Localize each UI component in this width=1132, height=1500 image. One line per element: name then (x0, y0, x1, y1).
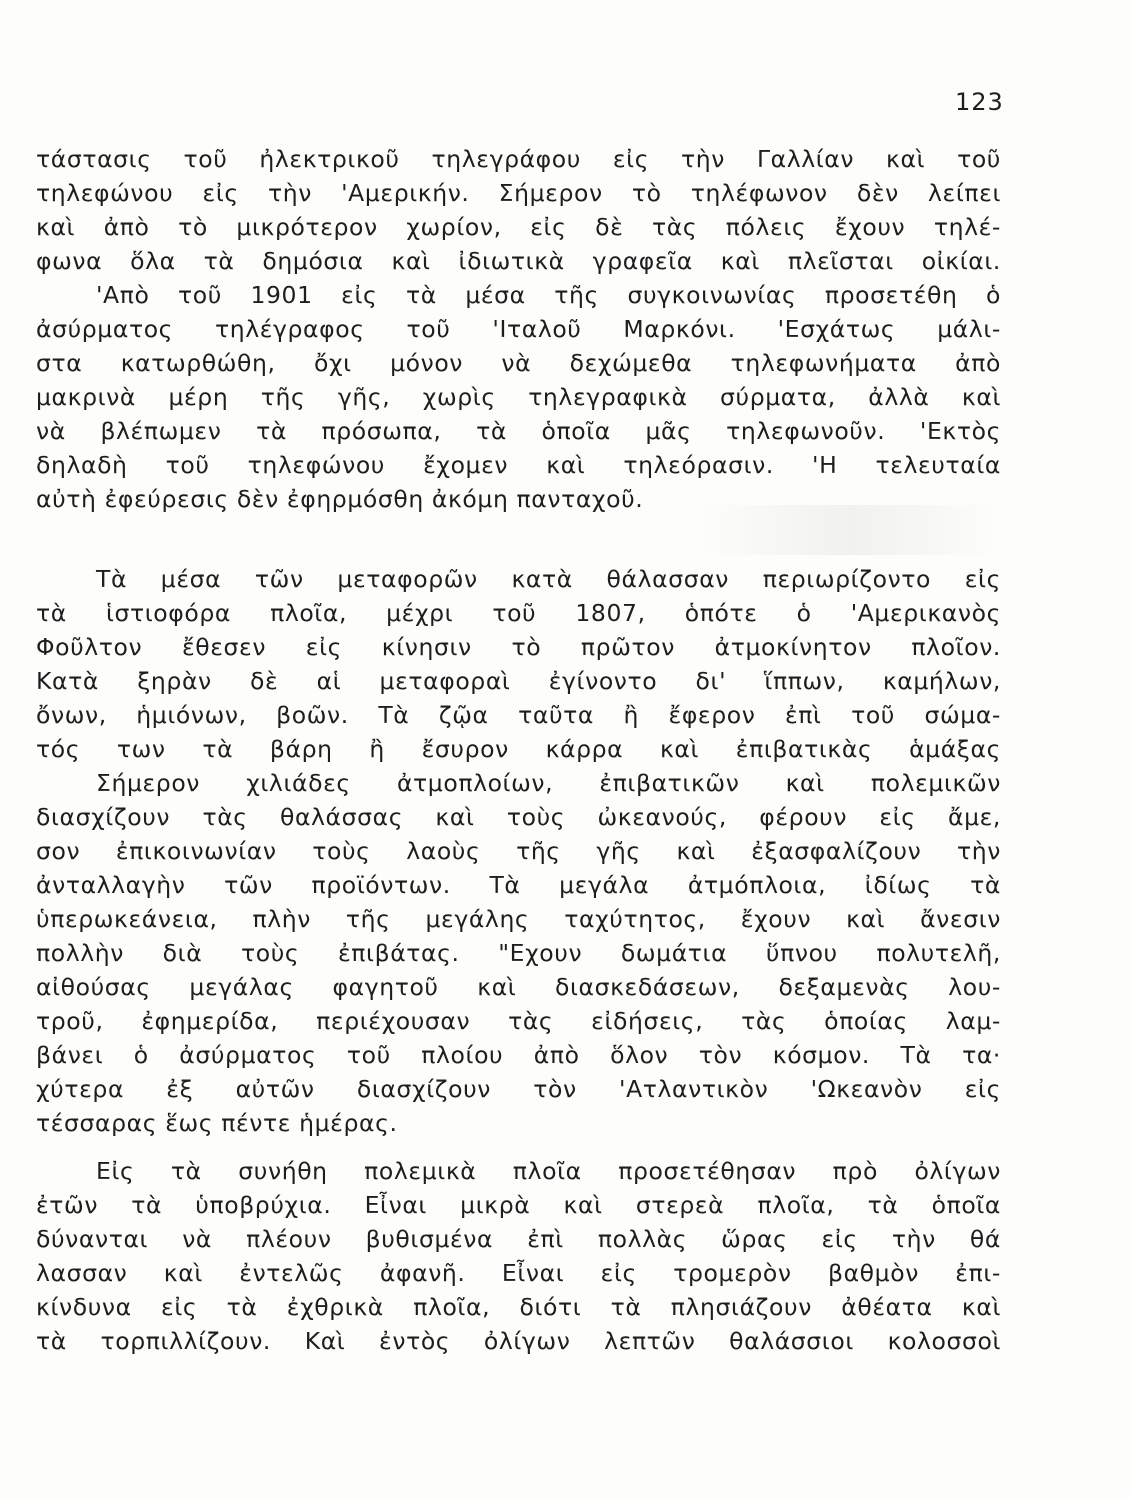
page-number: 123 (955, 88, 1004, 116)
text-line: τὰ τορπιλλίζουν. Καὶ ἐντὸς ὀλίγων λεπτῶν θαλάσσιοι κολοσσοὶ (36, 1327, 1001, 1355)
text-line: ἀσύρματος τηλέγραφος τοῦ 'Ιταλοῦ Μαρκόνι. 'Εσχάτως μάλι- (36, 315, 1001, 343)
text-line: στα κατωρθώθη, ὄχι μόνον νὰ δεχώμεθα τηλεφωνήματα ἀπὸ (36, 349, 1001, 377)
text-line: τηλεφώνου εἰς τὴν 'Αμερικήν. Σήμερον τὸ τηλέφωνον δὲν λείπει (36, 179, 1001, 207)
text-line: ὄνων, ἡμιόνων, βοῶν. Τὰ ζῷα ταῦτα ἢ ἔφερον ἐπὶ τοῦ σώμα- (36, 701, 1001, 729)
text-line: τάστασις τοῦ ἠλεκτρικοῦ τηλεγράφου εἰς τὴν Γαλλίαν καὶ τοῦ (36, 145, 1001, 173)
text-line: νὰ βλέπωμεν τὰ πρόσωπα, τὰ ὁποῖα μᾶς τηλεφωνοῦν. 'Εκτὸς (36, 417, 1001, 445)
text-line: Φοῦλτον ἔθεσεν εἰς κίνησιν τὸ πρῶτον ἀτμοκίνητον πλοῖον. (36, 633, 1001, 661)
text-line: τός των τὰ βάρη ἢ ἔσυρον κάρρα καὶ ἐπιβατικὰς ἁμάξας (36, 735, 1001, 763)
text-line: Κατὰ ξηρὰν δὲ αἱ μεταφοραὶ ἐγίνοντο δι' ἵππων, καμήλων, (36, 667, 1001, 695)
text-line: καὶ ἀπὸ τὸ μικρότερον χωρίον, εἰς δὲ τὰς πόλεις ἔχουν τηλέ- (36, 213, 1001, 241)
text-line: Εἰς τὰ συνήθη πολεμικὰ πλοῖα προσετέθησαν πρὸ ὀλίγων (96, 1157, 1001, 1185)
text-line: τὰ ἱστιοφόρα πλοῖα, μέχρι τοῦ 1807, ὁπότε ὁ 'Αμερικανὸς (36, 599, 1001, 627)
text-line: ἐτῶν τὰ ὑποβρύχια. Εἶναι μικρὰ καὶ στερεὰ πλοῖα, τὰ ὁποῖα (36, 1191, 1001, 1219)
text-line: σον ἐπικοινωνίαν τοὺς λαοὺς τῆς γῆς καὶ ἐξασφαλίζουν τὴν (36, 837, 1001, 865)
text-line: λασσαν καὶ ἐντελῶς ἀφανῆ. Εἶναι εἰς τρομερὸν βαθμὸν ἐπι- (36, 1259, 1001, 1287)
text-line: τέσσαρας ἕως πέντε ἡμέρας. (36, 1109, 398, 1137)
text-line: φωνα ὅλα τὰ δημόσια καὶ ἰδιωτικὰ γραφεῖα καὶ πλεῖσται οἰκίαι. (36, 247, 1001, 275)
text-line: μακρινὰ μέρη τῆς γῆς, χωρὶς τηλεγραφικὰ σύρματα, ἀλλὰ καὶ (36, 383, 1001, 411)
text-line: αἰθούσας μεγάλας φαγητοῦ καὶ διασκεδάσεων, δεξαμενὰς λου- (36, 973, 1001, 1001)
text-line: δύνανται νὰ πλέουν βυθισμένα ἐπὶ πολλὰς ὥρας εἰς τὴν θά (36, 1225, 1001, 1253)
text-line: αὐτὴ ἐφεύρεσις δὲν ἐφηρμόσθη ἀκόμη πανταχοῦ. (36, 485, 644, 513)
text-line: τροῦ, ἐφημερίδα, περιέχουσαν τὰς εἰδήσεις, τὰς ὁποίας λαμ- (36, 1007, 1001, 1035)
text-line: χύτερα ἐξ αὐτῶν διασχίζουν τὸν 'Ατλαντικὸν 'Ωκεανὸν εἰς (36, 1075, 1001, 1103)
text-line: διασχίζουν τὰς θαλάσσας καὶ τοὺς ὠκεανούς, φέρουν εἰς ἄμε, (36, 803, 1001, 831)
text-line: βάνει ὁ ἀσύρματος τοῦ πλοίου ἀπὸ ὅλον τὸν κόσμον. Τὰ τα· (36, 1041, 1001, 1069)
text-line: κίνδυνα εἰς τὰ ἐχθρικὰ πλοῖα, διότι τὰ πλησιάζουν ἀθέατα καὶ (36, 1293, 1001, 1321)
text-line: πολλὴν διὰ τοὺς ἐπιβάτας. "Εχουν δωμάτια ὕπνου πολυτελῆ, (36, 939, 1001, 967)
text-line: ἀνταλλαγὴν τῶν προϊόντων. Τὰ μεγάλα ἀτμόπλοια, ἰδίως τὰ (36, 871, 1001, 899)
text-line: 'Απὸ τοῦ 1901 εἰς τὰ μέσα τῆς συγκοινωνίας προσετέθη ὁ (96, 281, 1001, 309)
text-line: Τὰ μέσα τῶν μεταφορῶν κατὰ θάλασσαν περιωρίζοντο εἰς (96, 565, 1001, 593)
text-line: ὑπερωκεάνεια, πλὴν τῆς μεγάλης ταχύτητος, ἔχουν καὶ ἄνεσιν (36, 905, 1001, 933)
text-line: Σήμερον χιλιάδες ἀτμοπλοίων, ἐπιβατικῶν καὶ πολεμικῶν (96, 769, 1001, 797)
text-line: δηλαδὴ τοῦ τηλεφώνου ἔχομεν καὶ τηλεόρασιν. 'Η τελευταία (36, 451, 1001, 479)
